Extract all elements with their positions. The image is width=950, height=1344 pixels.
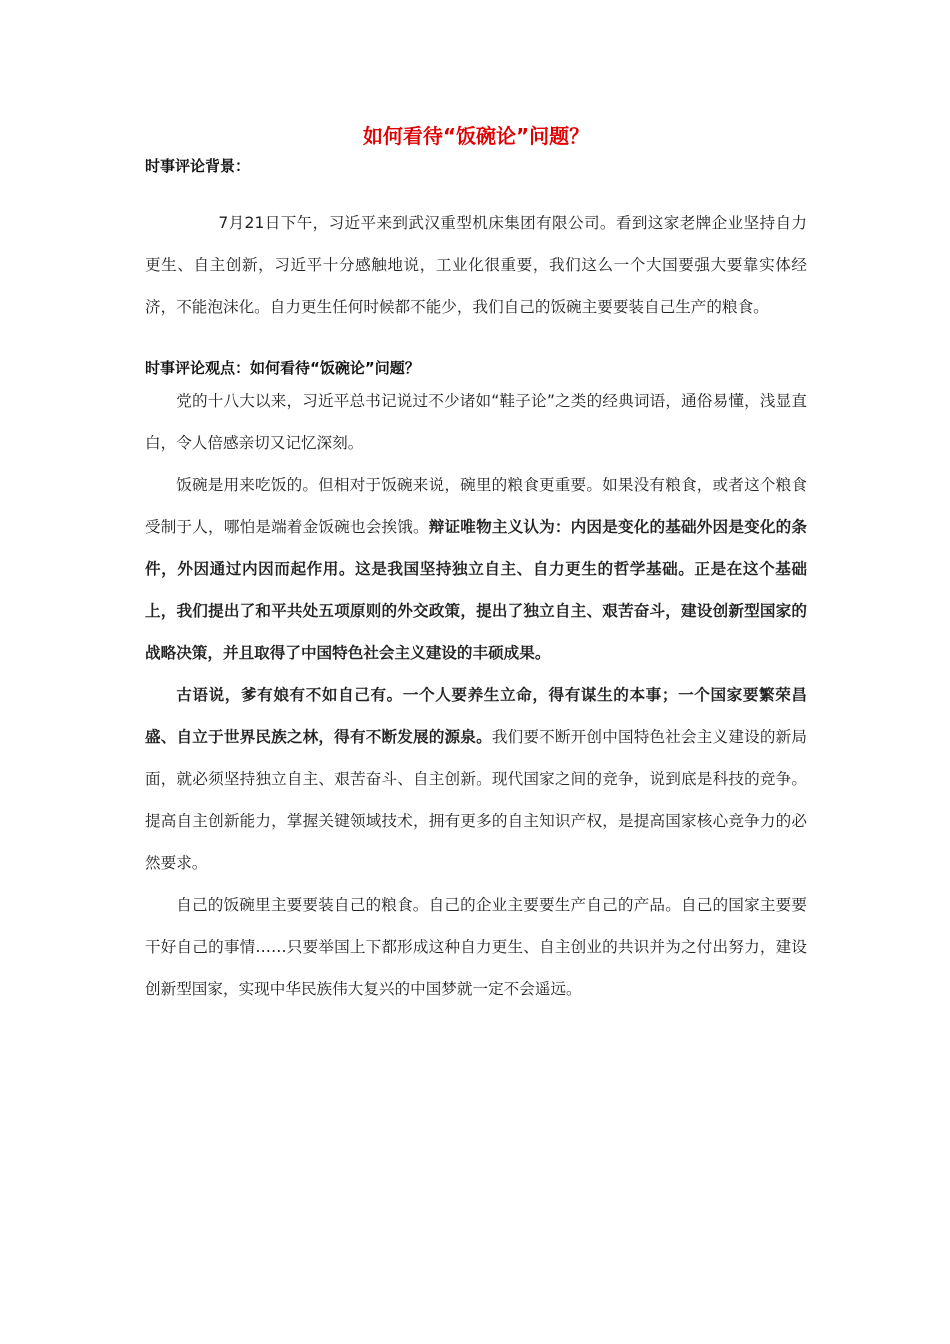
viewpoint-paragraph-1: 党的十八大以来，习近平总书记说过不少诸如“鞋子论”之类的经典词语，通俗易懂，浅显直白，令人倍感亲切又记忆深刻。 — [145, 392, 807, 452]
viewpoint-paragraph-3 — [145, 674, 807, 884]
paragraph-3-normal-text: 我们要不断开创中国特色社会主义建设的新局面，就必须坚持独立自主、艰苦奋斗、自主创新。现代国家之间的竞争，说到底是科技的竞争。提高自主创新能力，掌握关键领域技术，拥有更多的自主知识产权，是提高国家核心竞争力的必然要求。 — [145, 728, 807, 872]
viewpoint-paragraph-2 — [145, 464, 807, 674]
viewpoint-heading: 时事评论观点：如何看待“饭碗论”问题？ — [145, 359, 420, 377]
paragraph-2-bold-text: 辩证唯物主义认为：内因是变化的基础外因是变化的条件，外因通过内因而起作用。这是我国坚持独立自主、自力更生的哲学基础。正是在这个基础上，我们提出了和平共处五项原则的外交政策，提出了独立自主、艰苦奋斗，建设创新型国家的战略决策，并且取得了中国特色社会主义建设的丰硕成果。 — [145, 518, 807, 662]
paragraph-2-normal-text: 饭碗是用来吃饭的。但相对于饭碗来说，碗里的粮食更重要。如果没有粮食，或者这个粮食受制于人，哪怕是端着金饭碗也会挨饿。 — [145, 476, 807, 536]
document-title: 如何看待“饭碗论”问题？ — [362, 124, 590, 148]
background-heading: 时事评论背景： — [145, 157, 251, 175]
document-page — [145, 118, 807, 1010]
viewpoint-paragraph-4: 自己的饭碗里主要要装自己的粮食。自己的企业主要要生产自己的产品。自己的国家主要要干好自己的事情……只要举国上下都形成这种自力更生、自主创业的共识并为之付出努力，建设创新型国家，实现中华民族伟大复兴的中国梦就一定不会遥远。 — [145, 896, 807, 998]
paragraph-3-bold-text: 古语说，爹有娘有不如自己有。一个人要养生立命，得有谋生的本事；一个国家要繁荣昌盛、自立于世界民族之林，得有不断发展的源泉。 — [145, 686, 807, 746]
background-paragraph: 7月21日下午，习近平来到武汉重型机床集团有限公司。看到这家老牌企业坚持自力更生、自主创新，习近平十分感触地说，工业化很重要，我们这么一个大国要强大要靠实体经济，不能泡沫化。自力更生任何时候都不能少，我们自己的饭碗主要要装自己生产的粮食。 — [145, 214, 807, 316]
